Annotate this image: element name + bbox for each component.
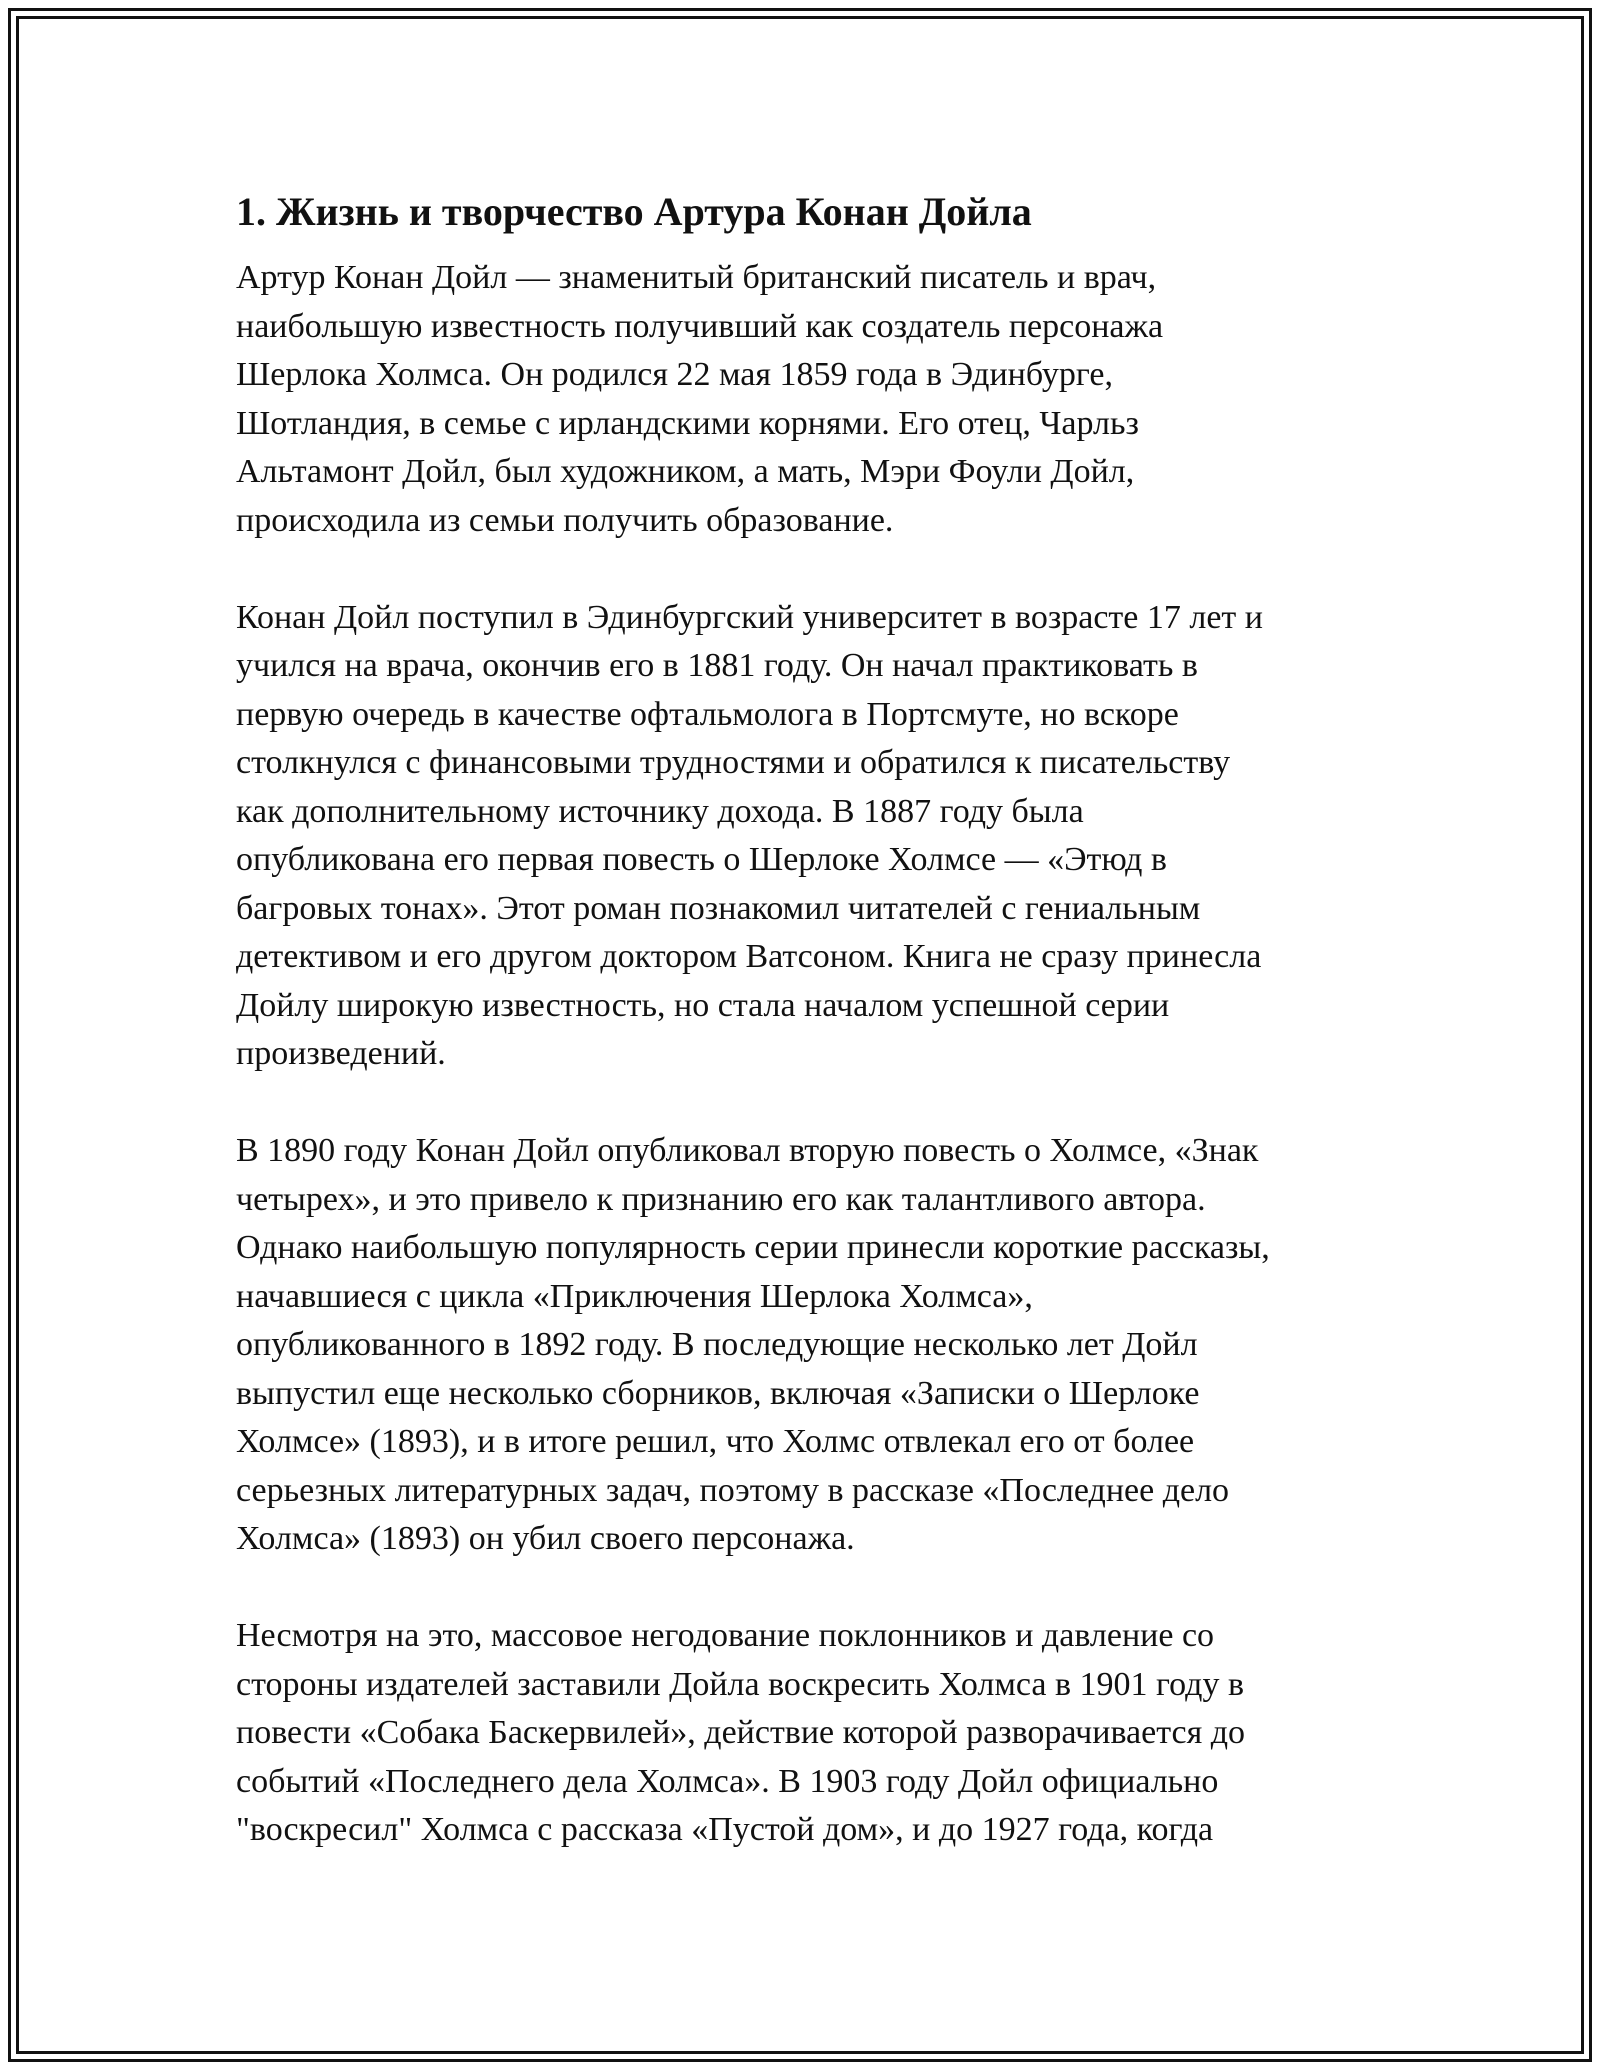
paragraph-3 [236, 1127, 1396, 1564]
text-line: начавшиеся с цикла «Приключения Шерлока Холмса», [236, 1277, 1033, 1315]
text-line: Дойлу широкую известность, но стала началом успешной серии [236, 986, 1170, 1024]
text-line: происходила из семьи получить образование. [236, 501, 894, 539]
text-line: первую очередь в качестве офтальмолога в Портсмуте, но вскоре [236, 695, 1179, 733]
text-line: детективом и его другом доктором Ватсоном. Книга не сразу принесла [236, 938, 1262, 975]
text-line: событий «Последнего дела Холмса». В 1903 году Дойл официально [236, 1762, 1219, 1800]
paragraph-4 [236, 1612, 1396, 1855]
text-line: столкнулся с финансовыми трудностями и обратился к писательству [236, 744, 1231, 781]
text-line: "воскресил" Холмса с рассказа «Пустой дом», и до 1927 года, когда [236, 1811, 1214, 1848]
text-line: опубликованного в 1892 году. В последующие несколько лет Дойл [236, 1326, 1198, 1363]
text-line: стороны издателей заставили Дойла воскресить Холмса в 1901 году в [236, 1665, 1245, 1703]
text-line: багровых тонах». Этот роман познакомил читателей с гениальным [236, 889, 1201, 927]
text-line: выпустил еще несколько сборников, включая «Записки о Шерлоке [236, 1374, 1200, 1412]
text-line: четырех», и это привело к признанию его как талантливого автора. [236, 1180, 1206, 1218]
text-line: серьезных литературных задач, поэтому в рассказе «Последнее дело [236, 1471, 1230, 1509]
text-line: Однако наибольшую популярность серии принесли короткие рассказы, [236, 1229, 1270, 1266]
paragraph-2 [236, 594, 1396, 1079]
text-line: Холмса» (1893) он убил своего персонажа. [236, 1520, 855, 1557]
text-line: опубликована его первая повесть о Шерлоке Холмсе — «Этюд в [236, 841, 1167, 878]
text-line: Несмотря на это, массовое негодование поклонников и давление со [236, 1617, 1215, 1654]
text-line: Шотландия, в семье с ирландскими корнями. Его отец, Чарльз [236, 404, 1139, 442]
text-line: Артур Конан Дойл — знаменитый британский писатель и врач, [236, 259, 1157, 296]
text-line: В 1890 году Конан Дойл опубликовал вторую повесть о Холмсе, «Знак [236, 1132, 1259, 1169]
text-line: Альтамонт Дойл, был художником, а мать, Мэри Фоули Дойл, [236, 453, 1135, 490]
text-line: учился на врача, окончив его в 1881 году. Он начал практиковать в [236, 647, 1198, 684]
section-heading: 1. Жизнь и творчество Артура Конан Дойла [236, 189, 1032, 234]
text-line: Холмсе» (1893), и в итоге решил, что Холмс отвлекал его от более [236, 1423, 1195, 1460]
document-page [236, 186, 1396, 1903]
text-line: произведений. [236, 1035, 446, 1072]
paragraph-1 [236, 254, 1396, 545]
text-line: наибольшую известность получивший как создатель персонажа [236, 307, 1164, 345]
text-line: Конан Дойл поступил в Эдинбургский университет в возрасте 17 лет и [236, 598, 1263, 636]
text-line: повести «Собака Баскервилей», действие которой разворачивается до [236, 1714, 1246, 1751]
text-line: Шерлока Холмса. Он родился 22 мая 1859 года в Эдинбурге, [236, 356, 1113, 393]
text-line: как дополнительному источнику дохода. В 1887 году была [236, 792, 1084, 830]
